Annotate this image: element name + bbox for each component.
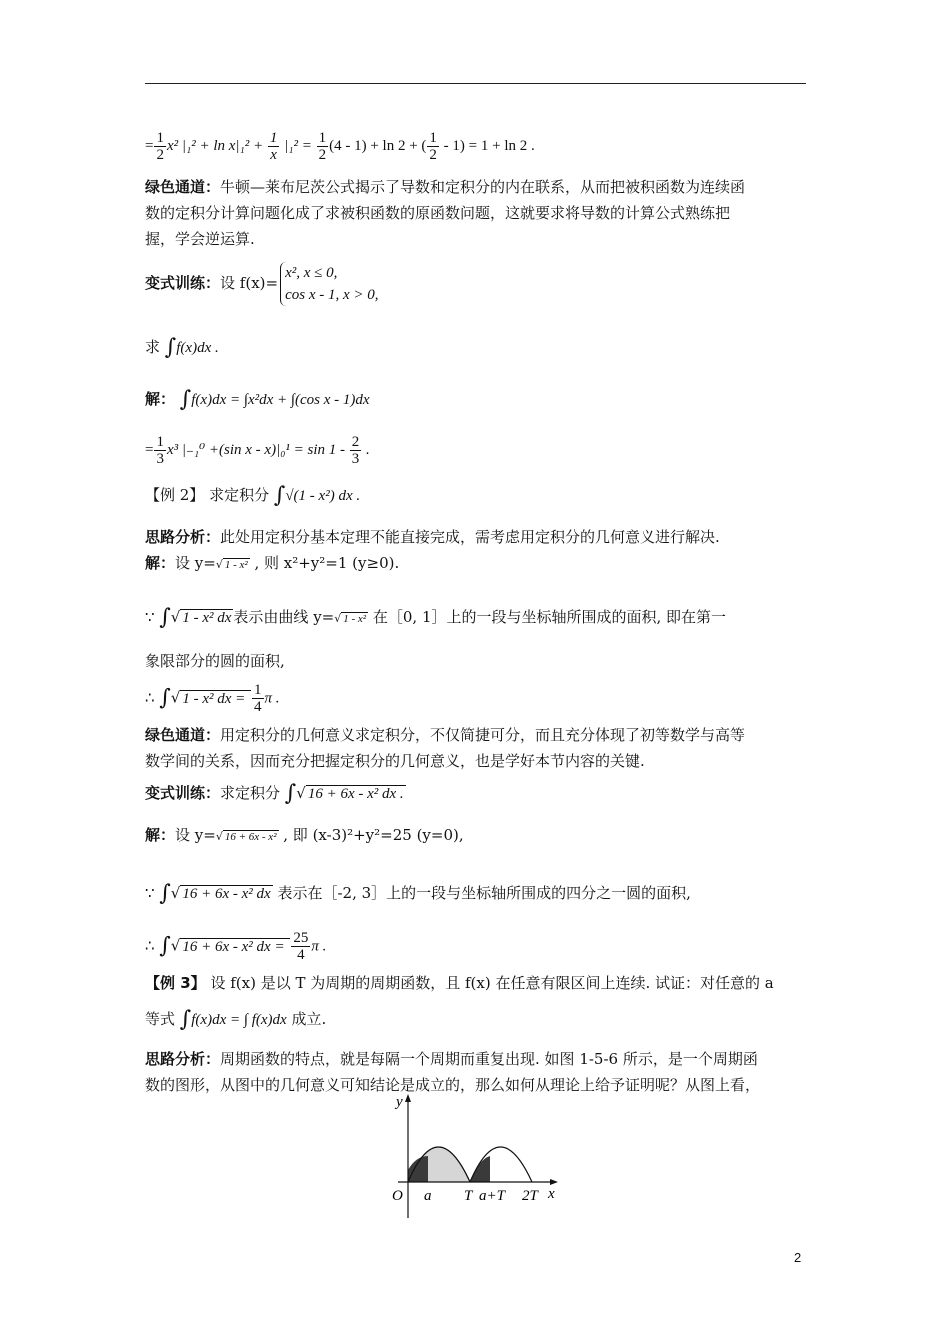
paragraph-text: 牛顿—莱布尼茨公式揭示了导数和定积分的内在联系，从而把被积函数为连续函: [220, 178, 746, 196]
solution-label: 解：: [145, 390, 176, 408]
because-symbol: ∵: [145, 884, 155, 902]
paragraph-text: 数的定积分计算问题化成了求被积函数的原函数问题，这就要求将导数的计算公式熟练把: [145, 204, 731, 222]
dark-area-O-to-a: [408, 1156, 428, 1182]
header-rule: [145, 83, 806, 84]
therefore-symbol: ∴: [145, 936, 155, 955]
y-axis-label: y: [396, 1094, 403, 1110]
idea-label: 思路分析：: [145, 528, 221, 546]
sqrt-radicand: 1 - x²: [224, 559, 248, 571]
periodic-function-graph: [380, 1090, 570, 1222]
integral-sign: ∫: [159, 605, 171, 630]
example-3-line-2: [145, 1006, 810, 1033]
variant-training-2: 变式训练：求定积分 ∫√ 16 + 6x - x² dx .: [145, 781, 404, 806]
solution-label: 解：: [145, 554, 176, 572]
green-channel-label: 绿色通道：: [145, 178, 221, 196]
integral-expr: f(x)dx = ∫ f(x)dx: [191, 1012, 287, 1028]
integral-sign: ∫: [284, 781, 297, 806]
integral-sign: ∫: [159, 881, 171, 906]
paragraph-text: 设 f(x)=: [220, 274, 279, 292]
expr-part: x² |₁² + ln x|₁² +: [166, 137, 267, 154]
variant-label: 变式训练：: [145, 784, 221, 802]
expr-part: |₁² =: [280, 137, 316, 154]
solution-2: [145, 550, 810, 578]
x-axis-label: x: [548, 1186, 555, 1202]
ask-1: [145, 334, 810, 361]
example-3: [145, 970, 810, 996]
dark-area-T-to-aT: [470, 1156, 490, 1182]
tick-2T-label: 2T: [522, 1188, 538, 1204]
example-2: [145, 482, 810, 509]
paragraph-text: 此处用定积分基本定理不能直接完成，需考虑用定积分的几何意义进行解决.: [220, 528, 720, 546]
result-line-1: [145, 130, 810, 163]
integral-sign: ∫: [179, 387, 192, 412]
paragraph-text: , 则 x²+y²=1 (y≥0).: [249, 554, 400, 572]
paragraph-text: 握，学会逆运算.: [145, 230, 255, 248]
fraction-half: $\frac{1}{2}$: [156, 130, 164, 163]
integral-sign: ∫: [159, 685, 171, 711]
equals-sign: =: [145, 137, 154, 154]
example-label: 【例 2】: [145, 486, 205, 504]
fraction-third: $\frac{1}{3}$: [156, 434, 164, 467]
paragraph-text: 设 y=: [175, 826, 216, 844]
solution-1-line-2: [145, 434, 810, 467]
sqrt-radicand: 1 - x² dx: [182, 610, 232, 626]
paragraph-text: 表示由曲线 y=: [233, 608, 335, 626]
sqrt-radicand: 1 - x²: [343, 613, 367, 625]
expr-part: π .: [311, 938, 327, 955]
green-channel-label: 绿色通道：: [145, 726, 221, 744]
y-axis-arrow: [405, 1094, 411, 1102]
idea-3-line-1: [145, 1046, 810, 1072]
sqrt-radicand: 16 + 6x - x² dx: [182, 886, 271, 902]
fraction-25-over-4: $\frac{25}{4}$: [293, 930, 309, 963]
piece-case-1: x², x ≤ 0,: [285, 265, 338, 281]
equals-sign: =: [145, 441, 154, 458]
variant-training-1: [145, 262, 810, 306]
solution-label: 解：: [145, 826, 176, 844]
green-channel-1-line-2: [145, 200, 810, 226]
page-number: 2: [794, 1250, 802, 1265]
sqrt-expr: √ 1 - x²: [334, 612, 367, 625]
paragraph-text: 等式: [145, 1010, 180, 1028]
integral-expr: √(1 - x²) dx .: [285, 488, 361, 504]
expr-part: x³ |₋₁⁰ +(sin x - x)|₀¹ = sin 1 -: [166, 441, 349, 458]
sqrt-radicand: 16 + 6x - x²: [224, 831, 277, 843]
paragraph-text: 数的图形，从图中的几何意义可知结论是成立的，那么如何从理论上给予证明呢？从图上看，: [145, 1076, 761, 1094]
expr-part: - 1) = 1 + ln 2 .: [439, 137, 535, 154]
idea-label: 思路分析：: [145, 1050, 221, 1068]
integral-sign: ∫: [179, 1007, 192, 1032]
fraction-half: $\frac{1}{2}$: [318, 130, 327, 163]
since-2: ∵ ∫√ 1 - x² dx 表示由曲线 y=√ 1 - x² 在［0, 1］上的一段与坐标轴所围成的面积, 即在第一: [145, 605, 727, 630]
expr-part: .: [362, 441, 370, 458]
x-axis-arrow: [550, 1179, 558, 1185]
sqrt-expr: √ 1 - x²: [215, 558, 248, 571]
integral-expr: f(x)dx .: [176, 340, 219, 356]
idea-2: [145, 524, 810, 550]
fraction-quarter: $\frac{1}{4}$: [254, 682, 262, 715]
thus-3: ∴ ∫√ 16 + 6x - x² dx = $\frac{25}{4}$ π .: [145, 930, 327, 963]
paragraph-text: 成立.: [286, 1010, 327, 1028]
piecewise-function: [280, 262, 378, 306]
paragraph-text: 求定积分: [204, 486, 274, 504]
paragraph-text: 求定积分: [220, 784, 285, 802]
green-channel-1-line-3: [145, 226, 810, 252]
thus-2: ∴ ∫√ 1 - x² dx = $\frac{1}{4}$ π .: [145, 682, 280, 715]
example-label: 【例 3】: [145, 974, 206, 992]
solution-1: [145, 386, 810, 413]
since-3: ∵ ∫√ 16 + 6x - x² dx 表示在［-2, 3］上的一段与坐标轴所围成的四分之一圆的面积,: [145, 881, 691, 906]
expr-part: π .: [264, 690, 280, 707]
tick-a-label: a: [424, 1188, 432, 1204]
paragraph-text: , 即 (x-3)²+y²=25 (y=0),: [278, 826, 464, 844]
sqrt-radicand: 16 + 6x - x² dx .: [307, 786, 404, 802]
integral-expr: f(x)dx = ∫x²dx + ∫(cos x - 1)dx: [191, 392, 370, 408]
sqrt-expr: √ 16 + 6x - x²: [215, 830, 277, 843]
expr-part: (4 - 1) + ln 2 + (: [329, 137, 427, 154]
paragraph-text: 周期函数的特点，就是每隔一个周期而重复出现. 如图 1-5-6 所示，是一个周期函: [220, 1050, 758, 1068]
periodic-function-figure: [380, 1090, 570, 1226]
piece-case-2: cos x - 1, x > 0,: [285, 287, 379, 303]
green-channel-1-line-1: [145, 174, 810, 200]
therefore-symbol: ∴: [145, 688, 155, 707]
sqrt-radicand: 16 + 6x - x² dx =: [182, 938, 289, 955]
tick-aT-label: a+T: [479, 1188, 505, 1204]
paragraph-text: 数学间的关系，因而充分把握定积分的几何意义，也是学好本节内容的关键.: [145, 752, 645, 770]
fraction-1-over-x: $\frac{1}{x}$: [269, 130, 278, 163]
integral-sign: ∫: [164, 335, 177, 360]
paragraph-text: 设 f(x) 是以 T 为周期的周期函数，且 f(x) 在任意有限区间上连续. 试证：对任意的 a: [205, 974, 774, 992]
ask-prefix: 求: [145, 338, 161, 356]
paragraph-text: 设 y=: [175, 554, 216, 572]
tick-T-label: T: [464, 1188, 473, 1204]
variant-label: 变式训练：: [145, 274, 221, 292]
paragraph-text: 表示在［-2, 3］上的一段与坐标轴所围成的四分之一圆的面积,: [272, 884, 691, 902]
paragraph-text: 在［0, 1］上的一段与坐标轴所围成的面积, 即在第一: [368, 608, 727, 626]
green-channel-2-line-1: [145, 722, 810, 748]
origin-label: O: [392, 1188, 403, 1204]
paragraph-text: 用定积分的几何意义求定积分，不仅简捷可分，而且充分体现了初等数学与高等: [220, 726, 746, 744]
paragraph-text: 象限部分的圆的面积,: [145, 652, 285, 670]
integral-sign: ∫: [159, 933, 171, 959]
integral-sign: ∫: [273, 483, 286, 508]
since-2-line-2: [145, 648, 810, 674]
fraction-half: $\frac{1}{2}$: [429, 130, 437, 163]
solution-3: [145, 822, 810, 850]
green-channel-2-line-2: [145, 748, 810, 774]
fraction-two-thirds: $\frac{2}{3}$: [351, 434, 360, 467]
because-symbol: ∵: [145, 608, 155, 626]
sqrt-radicand: 1 - x² dx =: [182, 690, 250, 707]
